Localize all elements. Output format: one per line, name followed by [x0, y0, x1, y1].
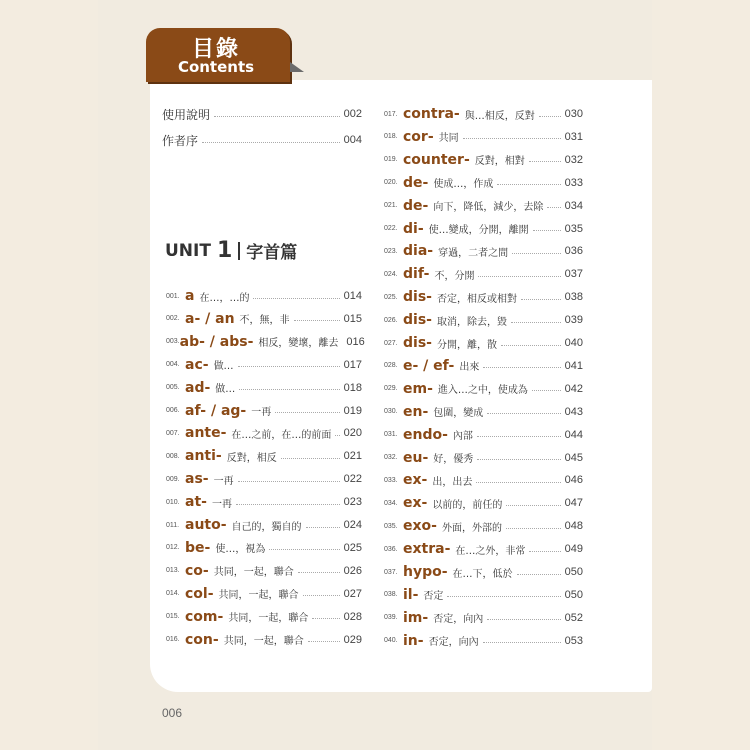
entry-meaning: 相反，變壞，離去 — [258, 338, 339, 350]
entry-meaning: 好，優秀 — [433, 454, 474, 465]
entry-prefix: im- — [403, 609, 429, 626]
toc-entry[interactable] — [166, 423, 362, 443]
entry-page: 032 — [564, 153, 583, 166]
leader-dots — [547, 207, 560, 208]
entry-prefix: ab- / abs- — [179, 333, 254, 350]
entry-page: 028 — [343, 610, 362, 623]
entry-prefix: a- / an — [185, 310, 235, 327]
entry-page: 044 — [564, 428, 583, 441]
entry-number: 024. — [384, 270, 398, 278]
leader-dots — [487, 619, 560, 620]
toc-entry[interactable] — [384, 631, 583, 651]
leader-dots — [539, 116, 561, 117]
leader-dots — [478, 276, 560, 277]
entry-meaning: 不，分開 — [434, 270, 475, 282]
intro-item[interactable] — [162, 104, 362, 124]
intro-item-label: 作者序 — [162, 133, 199, 148]
contents-subtitle: Contents — [177, 58, 255, 76]
entry-page: 045 — [564, 451, 583, 464]
leader-dots — [532, 390, 561, 391]
leader-dots — [294, 320, 340, 321]
leader-dots — [281, 458, 340, 459]
entry-meaning: 包圍，變成 — [433, 408, 484, 420]
entry-page: 053 — [564, 634, 583, 647]
leader-dots — [497, 184, 560, 185]
entry-number: 019. — [384, 156, 398, 164]
leader-dots — [506, 505, 560, 506]
entry-prefix: eu- — [403, 449, 429, 466]
toc-entry[interactable] — [166, 446, 362, 466]
intro-item[interactable] — [162, 130, 362, 150]
toc-entry[interactable] — [384, 219, 583, 239]
entry-prefix: col- — [185, 585, 214, 602]
toc-entry[interactable] — [384, 310, 583, 330]
unit-heading — [165, 238, 297, 263]
toc-entry[interactable] — [384, 516, 583, 536]
entry-prefix: counter- — [403, 151, 470, 168]
entry-prefix: ex- — [403, 472, 428, 489]
toc-entry[interactable] — [166, 607, 362, 627]
entry-prefix: hypo- — [403, 564, 448, 580]
entry-page: 050 — [564, 588, 583, 601]
toc-entry[interactable] — [166, 538, 362, 558]
entry-meaning: 做… — [213, 361, 234, 373]
intro-item-label: 使用說明 — [162, 107, 211, 122]
entry-page: 029 — [343, 633, 362, 646]
tab-fold-shadow — [290, 62, 304, 72]
entry-prefix: com- — [185, 608, 224, 625]
entry-prefix: de- — [403, 174, 429, 191]
entry-number: 020. — [384, 179, 398, 187]
entry-meaning: 反對，相反 — [226, 452, 277, 464]
leader-dots — [306, 527, 340, 528]
leader-dots — [533, 230, 561, 231]
entry-number: 026. — [384, 316, 398, 324]
entry-number: 003. — [166, 338, 180, 346]
entry-meaning: 在…之前，在…的前面 — [231, 429, 332, 441]
entry-page: 022 — [343, 473, 362, 486]
entry-number: 018. — [384, 133, 398, 141]
entry-page: 030 — [564, 108, 583, 120]
entry-page: 041 — [564, 359, 583, 372]
entry-number: 002. — [166, 315, 180, 323]
toc-entry[interactable] — [166, 469, 362, 489]
toc-entry[interactable] — [384, 241, 583, 261]
toc-entry[interactable] — [166, 492, 362, 512]
leader-dots — [512, 253, 561, 254]
entry-number: 030. — [384, 408, 398, 416]
entry-page: 033 — [564, 176, 583, 189]
entry-meaning: 否定，相反或相對 — [436, 293, 517, 305]
entry-meaning: 在…，…的 — [199, 292, 250, 304]
entry-number: 023. — [384, 247, 398, 255]
toc-entry[interactable] — [384, 104, 583, 124]
entry-prefix: de- — [403, 197, 429, 214]
entry-prefix: dis- — [403, 289, 432, 306]
entry-number: 012. — [166, 544, 180, 552]
entry-meaning: 否定，向內 — [433, 614, 484, 626]
entry-meaning: 內部 — [452, 431, 473, 443]
toc-entry[interactable] — [384, 539, 583, 559]
leader-dots — [501, 345, 561, 346]
entry-meaning: 分開，離，散 — [436, 339, 497, 351]
entry-meaning: 使…變成，分開，離開 — [428, 225, 529, 236]
entry-page: 027 — [343, 587, 362, 600]
entry-prefix: a — [185, 288, 195, 304]
entry-prefix: e- / ef- — [403, 357, 455, 374]
entry-prefix: af- / ag- — [185, 402, 247, 419]
page-number: 006 — [162, 706, 183, 720]
entry-meaning: 穿過，二者之間 — [438, 247, 509, 259]
entry-prefix: exo- — [403, 518, 437, 535]
entry-page: 043 — [564, 405, 583, 418]
entry-page: 024 — [343, 519, 362, 531]
entry-number: 038. — [384, 591, 398, 599]
entry-number: 010. — [166, 498, 180, 506]
toc-entry[interactable] — [166, 332, 365, 352]
entry-meaning: 共同，一起，聯合 — [228, 613, 309, 625]
entry-prefix: contra- — [403, 106, 460, 122]
toc-entry[interactable] — [166, 378, 362, 398]
entry-meaning: 一再 — [213, 475, 234, 487]
entry-page: 025 — [343, 541, 362, 554]
entry-number: 039. — [384, 614, 398, 622]
entry-prefix: en- — [403, 403, 429, 420]
contents-header-tab — [146, 28, 290, 82]
leader-dots — [303, 595, 340, 596]
toc-entry[interactable] — [166, 286, 362, 306]
leader-dots — [477, 436, 561, 437]
entry-number: 028. — [384, 362, 398, 370]
entry-number: 009. — [166, 475, 180, 483]
leader-dots — [253, 298, 339, 299]
leader-dots — [477, 459, 560, 460]
leader-dots — [517, 574, 561, 575]
toc-entry[interactable] — [166, 515, 362, 535]
leader-dots — [476, 482, 560, 483]
entry-meaning: 使成…，作成 — [433, 179, 494, 191]
intro-item-page: 002 — [343, 108, 362, 120]
leader-dots — [239, 389, 339, 390]
toc-entry[interactable] — [384, 287, 583, 307]
entry-meaning: 共同，一起，聯合 — [218, 590, 299, 602]
toc-entry[interactable] — [384, 196, 583, 216]
toc-entry[interactable] — [384, 173, 583, 193]
entry-meaning: 在…之外，非常 — [455, 545, 526, 557]
entry-meaning: 共同 — [438, 133, 459, 145]
entry-meaning: 以前的，前任的 — [432, 499, 503, 511]
toc-entry[interactable] — [384, 150, 583, 170]
leader-dots — [275, 412, 339, 413]
entry-meaning: 向下，降低，減少，去除 — [433, 202, 544, 214]
entry-page: 031 — [564, 130, 583, 143]
leader-dots — [487, 413, 560, 414]
entry-page: 034 — [564, 199, 583, 212]
entry-prefix: as- — [185, 471, 209, 488]
leader-dots — [312, 618, 339, 619]
leader-dots — [236, 504, 340, 505]
entry-prefix: endo- — [403, 426, 448, 443]
toc-entry[interactable] — [384, 585, 583, 605]
entry-meaning: 在…下，低於 — [452, 568, 513, 580]
entry-prefix: ante- — [185, 425, 227, 442]
entry-page: 046 — [564, 474, 583, 487]
entry-number: 004. — [166, 361, 180, 369]
entry-page: 040 — [564, 337, 583, 349]
toc-entry[interactable] — [384, 333, 583, 353]
unit-name: 字首篇 — [246, 243, 298, 263]
entry-prefix: dis- — [403, 312, 432, 329]
entry-prefix: il- — [403, 586, 419, 603]
entry-prefix: anti- — [185, 448, 222, 465]
entry-prefix: be- — [185, 539, 211, 556]
toc-entry[interactable] — [384, 356, 583, 376]
entry-meaning: 與…相反，反對 — [464, 110, 535, 122]
toc-entry[interactable] — [384, 562, 583, 582]
entry-meaning: 共同，一起，聯合 — [223, 636, 304, 647]
leader-dots — [529, 551, 560, 552]
leader-dots — [214, 116, 340, 117]
entry-number: 027. — [384, 339, 398, 347]
entry-number: 021. — [384, 202, 398, 210]
leader-dots — [511, 322, 561, 323]
entry-prefix: cor- — [403, 128, 434, 145]
entry-page: 020 — [343, 427, 362, 440]
leader-dots — [483, 642, 561, 643]
entry-number: 014. — [166, 590, 180, 598]
entry-page: 036 — [564, 245, 583, 258]
entry-number: 017. — [384, 110, 398, 118]
unit-number: 1 — [216, 238, 233, 263]
entry-page: 038 — [564, 291, 583, 304]
entry-prefix: dif- — [403, 266, 430, 283]
entry-prefix: in- — [403, 632, 424, 649]
leader-dots — [202, 142, 340, 143]
entry-number: 011. — [166, 521, 180, 529]
toc-entry[interactable] — [166, 584, 362, 604]
entry-prefix: extra- — [403, 541, 451, 558]
entry-prefix: auto- — [185, 517, 227, 533]
entry-meaning: 不，無，非 — [239, 315, 290, 327]
entry-meaning: 取消，除去，毀 — [436, 316, 507, 328]
entry-prefix: at- — [185, 494, 207, 511]
toc-entry[interactable] — [166, 561, 362, 581]
toc-entry[interactable] — [166, 309, 362, 329]
entry-meaning: 反對，相對 — [474, 156, 525, 168]
entry-number: 006. — [166, 407, 180, 414]
entry-page: 052 — [564, 611, 583, 624]
entry-number: 007. — [166, 429, 180, 437]
entry-number: 025. — [384, 293, 398, 301]
entry-page: 026 — [343, 564, 362, 577]
entry-page: 037 — [564, 268, 583, 281]
entry-prefix: ex- — [403, 495, 428, 512]
entry-prefix: ad- — [185, 379, 211, 396]
entry-number: 013. — [166, 567, 180, 575]
entry-number: 001. — [166, 292, 180, 300]
entry-page: 016 — [346, 335, 365, 348]
toc-entry[interactable] — [384, 379, 583, 399]
entry-page: 049 — [564, 543, 583, 556]
toc-entry[interactable] — [384, 448, 583, 468]
toc-entry[interactable] — [384, 264, 583, 284]
leader-dots — [269, 549, 339, 550]
entry-meaning: 否定，向內 — [428, 637, 479, 649]
entry-number: 032. — [384, 454, 398, 461]
entry-meaning: 外面，外部的 — [441, 522, 502, 534]
toc-entry[interactable] — [384, 608, 583, 628]
entry-page: 014 — [343, 290, 362, 302]
entry-meaning: 出來 — [459, 362, 480, 374]
leader-dots — [447, 596, 560, 597]
entry-number: 034. — [384, 499, 398, 507]
toc-entry[interactable] — [384, 493, 583, 513]
entry-meaning: 一再 — [251, 407, 272, 418]
entry-meaning: 一再 — [211, 498, 232, 510]
entry-page: 019 — [343, 404, 362, 417]
entry-page: 048 — [564, 520, 583, 533]
entry-meaning: 自己的，獨自的 — [231, 521, 302, 533]
entry-page: 035 — [564, 222, 583, 235]
leader-dots — [506, 528, 561, 529]
entry-page: 023 — [343, 496, 362, 509]
entry-page: 017 — [343, 358, 362, 371]
entry-meaning: 做… — [215, 384, 236, 396]
entry-meaning: 使…，視為 — [215, 544, 266, 556]
entry-number: 037. — [384, 568, 398, 576]
entry-number: 036. — [384, 545, 398, 553]
toc-entry[interactable] — [384, 470, 583, 490]
toc-entry[interactable] — [166, 355, 362, 375]
intro-item-page: 004 — [343, 134, 362, 146]
unit-divider — [238, 242, 240, 260]
entry-number: 029. — [384, 385, 398, 393]
leader-dots — [238, 481, 340, 482]
entry-number: 008. — [166, 452, 180, 460]
contents-title: 目錄 — [191, 37, 240, 62]
entry-page: 039 — [564, 314, 583, 327]
entry-page: 050 — [564, 566, 583, 578]
entry-prefix: dia- — [403, 243, 434, 260]
entry-meaning: 出，出去 — [432, 476, 473, 488]
leader-dots — [308, 641, 340, 642]
leader-dots — [483, 367, 560, 368]
leader-dots — [298, 572, 340, 573]
leader-dots — [521, 299, 561, 300]
toc-entry[interactable] — [384, 127, 583, 147]
entry-number: 031. — [384, 431, 398, 439]
entry-prefix: di- — [403, 220, 424, 237]
leader-dots — [238, 366, 340, 367]
leader-dots — [335, 435, 339, 436]
entry-number: 040. — [384, 637, 398, 645]
entry-page: 021 — [343, 450, 362, 463]
entry-number: 033. — [384, 476, 398, 484]
entry-page: 015 — [343, 312, 362, 325]
toc-entry[interactable] — [166, 401, 362, 421]
toc-entry[interactable] — [166, 630, 362, 650]
entry-page: 047 — [564, 497, 583, 510]
entry-prefix: co- — [185, 562, 209, 579]
leader-dots — [463, 138, 561, 139]
entry-number: 035. — [384, 522, 398, 530]
entry-meaning: 否定 — [423, 591, 444, 603]
entry-prefix: dis- — [403, 335, 432, 351]
entry-prefix: em- — [403, 380, 433, 397]
entry-prefix: ac- — [185, 356, 209, 373]
entry-number: 015. — [166, 613, 180, 621]
entry-prefix: con- — [185, 631, 219, 648]
toc-entry[interactable] — [384, 425, 583, 445]
entry-number: 016. — [166, 636, 180, 643]
entry-page: 042 — [564, 382, 583, 395]
leader-dots — [529, 161, 561, 162]
entry-page: 018 — [343, 381, 362, 394]
entry-meaning: 共同，一起，聯合 — [213, 567, 294, 579]
toc-entry[interactable] — [384, 402, 583, 422]
entry-meaning: 進入…之中，使成為 — [437, 385, 528, 397]
entry-number: 005. — [166, 384, 180, 392]
unit-label: UNIT — [165, 240, 211, 261]
entry-number: 022. — [384, 225, 398, 232]
